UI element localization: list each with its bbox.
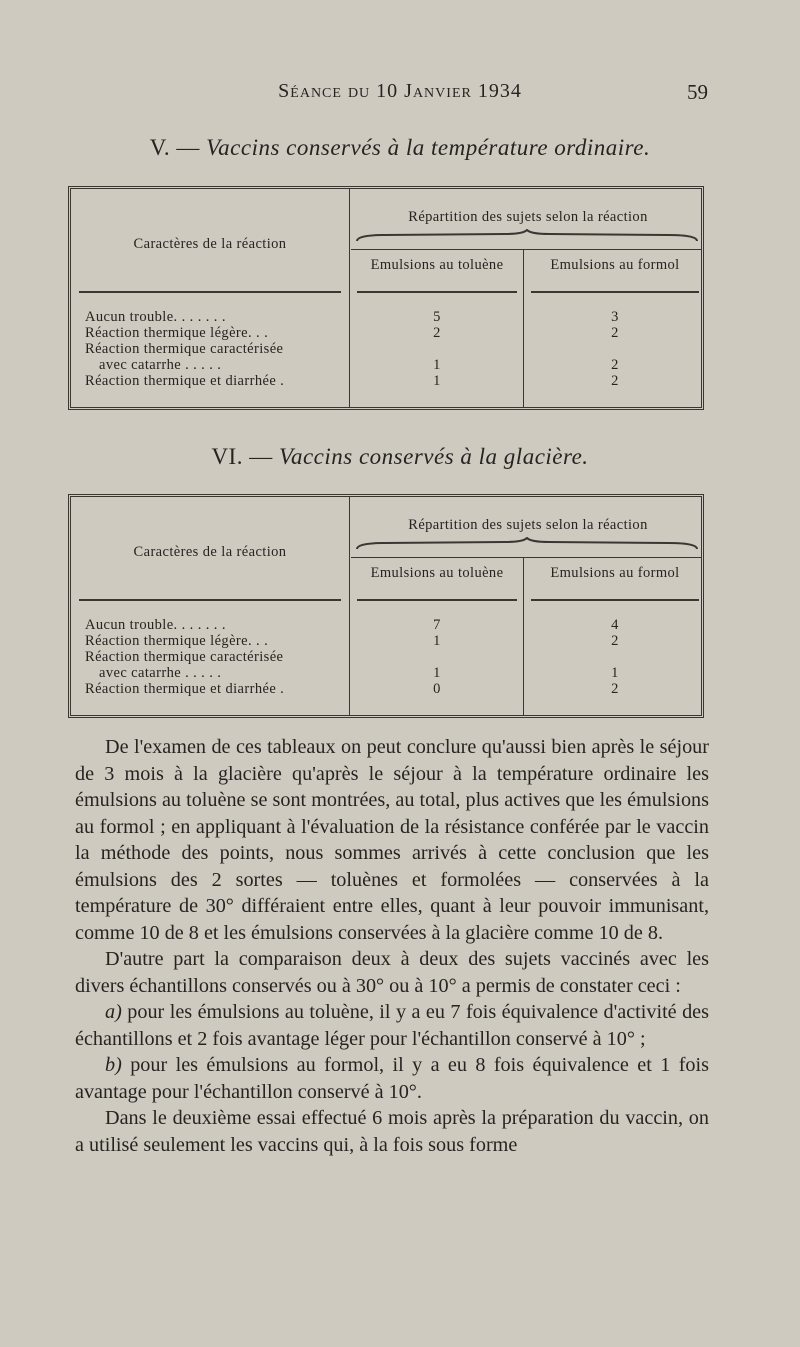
item-text: pour les émulsions au formol, il y a eu 8 fois équivalence et 1 fois avantage pour l'échantillon conservé à 10°. xyxy=(75,1054,709,1103)
running-head xyxy=(0,80,800,110)
brace-icon xyxy=(355,537,699,551)
paragraph-comparison: D'autre part la comparaison deux à deux des sujets vaccinés avec les divers échantillons conservés ou à 30° ou à 10° a permis de constater ceci : xyxy=(75,948,709,997)
toluene-value: 0 xyxy=(433,681,441,697)
table-row xyxy=(71,617,701,633)
column-header-toluene: Emulsions au toluène xyxy=(370,257,504,273)
table-vi xyxy=(68,494,704,718)
formol-value: 1 xyxy=(611,665,619,681)
column-header-formol: Emulsions au formol xyxy=(550,257,680,273)
page-number: 59 xyxy=(687,80,708,104)
paragraph-conclusion: De l'examen de ces tableaux on peut conclure qu'aussi bien après le séjour de 3 mois à la glacière qu'après le séjour à la température ordinaire les émulsions au toluène se sont montrées, au total, plus actives que les émulsions au formol ; en appliquant à l'évaluation de la résistance conférée par le vaccin la méthode des points, nous sommes arrivés à cette conclusion que les émulsions des 2 sortes — toluènes et formolées — conservées à la température de 30° différaient entre elles, quant à leur pouvoir immunisant, comme 10 de 8 et les émulsions conservées à la glacière comme 10 de 8. xyxy=(75,736,709,944)
table-row xyxy=(71,665,701,681)
body-text xyxy=(75,734,709,1158)
toluene-value: 1 xyxy=(433,373,441,389)
column-header-characteristics: Caractères de la réaction xyxy=(133,236,287,252)
column-header-toluene: Emulsions au toluène xyxy=(370,565,504,581)
row-label: Réaction thermique légère. . . xyxy=(85,633,269,649)
formol-value: 2 xyxy=(611,373,619,389)
toluene-value: 1 xyxy=(433,633,441,649)
table-v xyxy=(68,186,704,410)
formol-value: 2 xyxy=(611,681,619,697)
row-label: Réaction thermique caractérisée xyxy=(85,649,284,665)
section-title-v xyxy=(0,135,800,161)
item-letter: b) xyxy=(105,1054,122,1076)
running-title: Séance du 10 Janvier 1934 xyxy=(278,80,522,102)
table-row xyxy=(71,633,701,649)
row-label: avec catarrhe . . . . . xyxy=(99,357,222,373)
toluene-value: 5 xyxy=(433,309,441,325)
paragraph-second-trial: Dans le deuxième essai effectué 6 mois après la préparation du vaccin, on a utilisé seulement les vaccins qui, à la fois sous forme xyxy=(75,1107,709,1156)
column-header-formol: Emulsions au formol xyxy=(550,565,680,581)
row-label: Réaction thermique et diarrhée . xyxy=(85,373,285,389)
section-heading: Vaccins conservés à la température ordinaire. xyxy=(206,135,651,160)
toluene-value: 1 xyxy=(433,357,441,373)
row-label: Aucun trouble. . . . . . . xyxy=(85,309,226,325)
paragraph-item-b xyxy=(75,1052,709,1105)
formol-value: 4 xyxy=(611,617,619,633)
section-heading: Vaccins conservés à la glacière. xyxy=(278,444,589,469)
table-row xyxy=(71,325,701,341)
row-label: Réaction thermique et diarrhée . xyxy=(85,681,285,697)
table-row xyxy=(71,309,701,325)
brace-icon xyxy=(355,229,699,243)
row-label: Réaction thermique légère. . . xyxy=(85,325,269,341)
formol-value: 3 xyxy=(611,309,619,325)
formol-value: 2 xyxy=(611,357,619,373)
section-title-vi xyxy=(0,444,800,470)
toluene-value: 7 xyxy=(433,617,441,633)
toluene-value: 2 xyxy=(433,325,441,341)
row-label: avec catarrhe . . . . . xyxy=(99,665,222,681)
toluene-value: 1 xyxy=(433,665,441,681)
group-header-distribution: Répartition des sujets selon la réaction xyxy=(408,517,648,533)
table-row xyxy=(71,649,701,665)
formol-value: 2 xyxy=(611,325,619,341)
group-header-distribution: Répartition des sujets selon la réaction xyxy=(408,209,648,225)
paragraph-item-a xyxy=(75,999,709,1052)
row-label: Aucun trouble. . . . . . . xyxy=(85,617,226,633)
row-label: Réaction thermique caractérisée xyxy=(85,341,284,357)
formol-value: 2 xyxy=(611,633,619,649)
table-row xyxy=(71,681,701,697)
section-number: V. — xyxy=(149,135,200,160)
item-text: pour les émulsions au toluène, il y a eu 7 fois équivalence d'activité des échantillons et 2 fois avantage léger pour l'échantillon conservé à 10° ; xyxy=(75,1001,709,1050)
table-row xyxy=(71,373,701,389)
section-number: VI. — xyxy=(211,444,273,469)
table-row xyxy=(71,357,701,373)
item-letter: a) xyxy=(105,1001,122,1023)
table-row xyxy=(71,341,701,357)
column-header-characteristics: Caractères de la réaction xyxy=(133,544,287,560)
